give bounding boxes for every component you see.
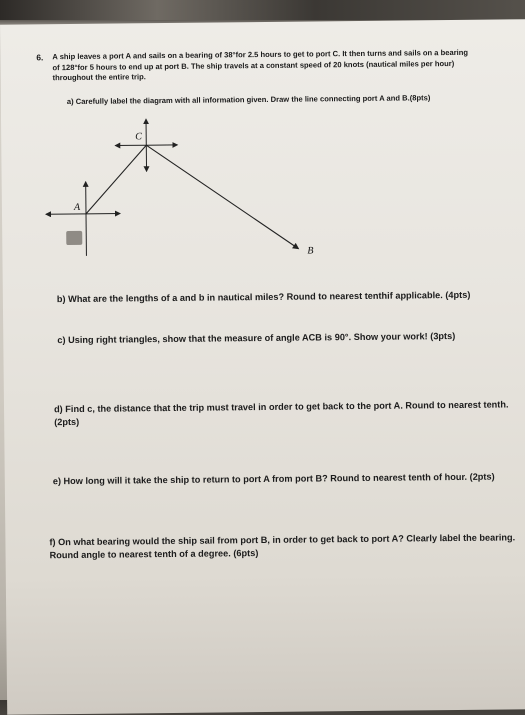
problem-number: 6. [36,52,43,62]
problem-intro: A ship leaves a port A and sails on a bearing of 38°for 2.5 hours to get to port C. It then turns and sails on a bearing of 128°for 5 hours to end up at port B. The ship travels at a constant speed of 20 knots (nautical miles per hour) throughout the entire trip. [52,48,472,84]
question-f: f) On what bearing would the ship sail from port B, in order to get back to port A? Clearly label the bearing. Round angle to nearest tenth of a degree. (6pts) [49,531,519,562]
worksheet-page [0,19,525,714]
question-e: e) How long will it take the ship to return to port A from port B? Round to nearest tenth of hour. (2pts) [53,470,518,488]
question-a: a) Carefully label the diagram with all information given. Draw the line connecting port A and B.(8pts) [67,93,487,106]
segment-a-to-c [85,145,147,214]
bearing-diagram [0,19,525,324]
port-a-label: A [74,202,80,213]
photo-background-edge [0,0,525,20]
port-b-label: B [307,245,313,256]
question-b: b) What are the lengths of a and b in nautical miles? Round to nearest tenthif applicable. (4pts) [57,289,497,307]
question-c: c) Using right triangles, show that the measure of angle ACB is 90°. Show your work! (3pts) [57,330,497,348]
port-c-label: C [135,131,142,142]
ship-icon [66,231,82,245]
question-d: d) Find c, the distance that the trip must travel in order to get back to the port A. Round to nearest tenth. (2pts) [54,398,514,429]
segment-c-to-b [146,144,298,251]
axis-a-vertical [86,182,87,256]
